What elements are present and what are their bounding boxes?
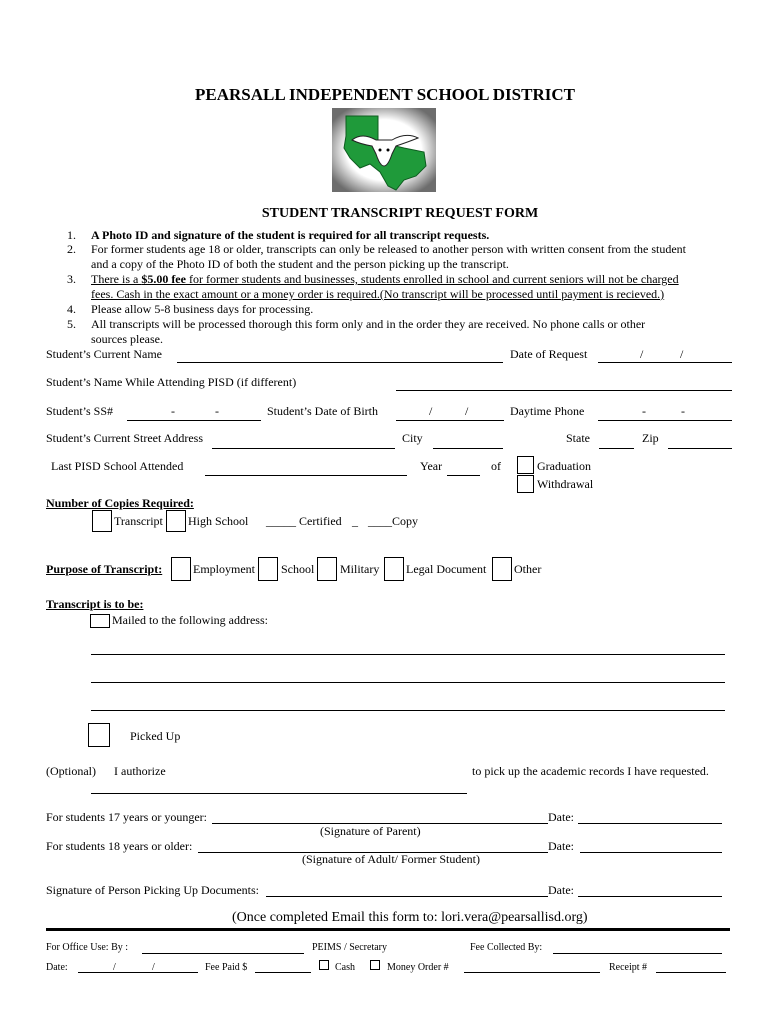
money-order-label: Money Order # xyxy=(387,962,449,973)
peims-label: PEIMS / Secretary xyxy=(312,942,387,953)
employment-checkbox[interactable] xyxy=(171,557,191,581)
other-label: Other xyxy=(514,562,542,576)
picked-up-checkbox[interactable] xyxy=(88,723,110,747)
rule-text: All transcripts will be processed thorough this form only and in the order they are received. No phone calls or other xyxy=(91,317,646,331)
phone-separator: - xyxy=(681,404,685,418)
street-label: Student’s Current Street Address xyxy=(46,431,203,445)
name-while-attending-label: Student’s Name While Attending PISD (if different) xyxy=(46,375,297,389)
under-17-label: For students 17 years or younger: xyxy=(46,810,207,824)
mailed-checkbox[interactable] xyxy=(90,614,110,628)
name-while-attending-field[interactable] xyxy=(396,390,732,391)
rule-text: A Photo ID and signature of the student is required for all transcript requests. xyxy=(91,228,490,242)
rule-number: 1. xyxy=(67,228,76,242)
year-field[interactable] xyxy=(447,475,480,476)
authorize-label: I authorize xyxy=(114,764,166,778)
military-checkbox[interactable] xyxy=(317,557,337,581)
dob-separator: / xyxy=(429,404,433,418)
fee-amount: $5.00 fee xyxy=(141,272,186,286)
daytime-phone-field[interactable] xyxy=(598,420,732,421)
texas-longhorn-logo-icon xyxy=(330,106,438,194)
ss-field[interactable] xyxy=(127,420,261,421)
rule-text-part: for former students and businesses, students enrolled in school and current seniors will not be charged xyxy=(185,272,679,286)
office-date-field[interactable] xyxy=(78,972,198,973)
date-label: Date: xyxy=(548,839,574,853)
city-label: City xyxy=(402,431,423,445)
office-use-label: For Office Use: By : xyxy=(46,942,129,953)
state-label: State xyxy=(566,431,590,445)
copies-separator: _ xyxy=(352,514,358,528)
receipt-field[interactable] xyxy=(656,972,726,973)
fee-collected-field[interactable] xyxy=(553,953,722,954)
certified-field[interactable]: _____ Certified xyxy=(266,514,342,528)
delivery-heading: Transcript is to be: xyxy=(46,597,144,611)
parent-date-field[interactable] xyxy=(578,823,722,824)
address-line-3[interactable] xyxy=(91,710,725,711)
city-field[interactable] xyxy=(433,448,503,449)
fee-paid-field[interactable] xyxy=(255,972,311,973)
year-label: Year xyxy=(420,459,443,473)
daytime-phone-label: Daytime Phone xyxy=(510,404,585,418)
copy-field[interactable]: ____Copy xyxy=(368,514,419,528)
address-line-2[interactable] xyxy=(91,682,725,683)
authorized-person-field[interactable] xyxy=(91,793,467,794)
date-of-request-label: Date of Request xyxy=(510,347,588,361)
rule-number: 5. xyxy=(67,317,76,331)
date-label: Date: xyxy=(548,810,574,824)
cash-label: Cash xyxy=(335,962,355,973)
fee-paid-label: Fee Paid $ xyxy=(205,962,248,973)
date-separator: / xyxy=(152,962,155,973)
picker-date-field[interactable] xyxy=(578,896,722,897)
rule-text: For former students age 18 or older, transcripts can only be released to another person with written consent from the student xyxy=(91,242,687,256)
money-order-checkbox[interactable] xyxy=(370,960,380,970)
last-school-field[interactable] xyxy=(205,475,407,476)
legal-document-checkbox[interactable] xyxy=(384,557,404,581)
ss-label: Student’s SS# xyxy=(46,404,114,418)
transcript-label: Transcript xyxy=(114,514,163,528)
dob-separator: / xyxy=(465,404,469,418)
over-18-label: For students 18 years or older: xyxy=(46,839,193,853)
dob-field[interactable] xyxy=(396,420,504,421)
copies-heading: Number of Copies Required: xyxy=(46,496,194,510)
ss-separator: - xyxy=(171,404,175,418)
adult-signature-caption: (Signature of Adult/ Former Student) xyxy=(302,852,480,866)
adult-date-field[interactable] xyxy=(580,852,722,853)
authorize-text: to pick up the academic records I have requested. xyxy=(472,764,709,778)
date-separator: / xyxy=(680,347,684,361)
rule-number: 3. xyxy=(67,272,76,286)
rule-text: and a copy of the Photo ID of both the student and the person picking up the transcript. xyxy=(91,257,509,271)
transcript-checkbox[interactable] xyxy=(92,510,112,532)
street-field[interactable] xyxy=(212,448,395,449)
graduation-label: Graduation xyxy=(537,459,591,473)
military-label: Military xyxy=(340,562,380,576)
current-name-label: Student’s Current Name xyxy=(46,347,162,361)
date-label: Date: xyxy=(548,883,574,897)
rule-text: fees. Cash in the exact amount or a money order is required.(No transcript will be processed until payment is recieved.) xyxy=(91,287,665,301)
zip-field[interactable] xyxy=(668,448,732,449)
rule-number: 4. xyxy=(67,302,76,316)
rule-text: Please allow 5-8 business days for processing. xyxy=(91,302,314,316)
rule-number: 2. xyxy=(67,242,76,256)
of-label: of xyxy=(491,459,501,473)
rule-text-part: There is a xyxy=(91,272,142,286)
high-school-label: High School xyxy=(188,514,249,528)
other-checkbox[interactable] xyxy=(492,557,512,581)
withdrawal-label: Withdrawal xyxy=(537,477,594,491)
date-separator: / xyxy=(113,962,116,973)
district-title: PEARSALL INDEPENDENT SCHOOL DISTRICT xyxy=(195,85,575,104)
picker-signature-field[interactable] xyxy=(266,896,548,897)
dob-label: Student’s Date of Birth xyxy=(267,404,378,418)
cash-checkbox[interactable] xyxy=(319,960,329,970)
date-of-request-field[interactable] xyxy=(598,362,732,363)
ss-separator: - xyxy=(215,404,219,418)
form-title: STUDENT TRANSCRIPT REQUEST FORM xyxy=(261,206,539,221)
last-school-label: Last PISD School Attended xyxy=(51,459,184,473)
picked-up-label: Picked Up xyxy=(130,729,181,743)
office-date-label: Date: xyxy=(46,962,68,973)
school-label: School xyxy=(281,562,315,576)
employment-label: Employment xyxy=(193,562,255,576)
email-instruction: (Once completed Email this form to: lori.vera@pearsallisd.org) xyxy=(232,910,588,925)
fee-collected-label: Fee Collected By: xyxy=(470,942,543,953)
graduation-checkbox[interactable] xyxy=(517,456,534,474)
rule-text: sources please. xyxy=(91,332,163,346)
parent-signature-caption: (Signature of Parent) xyxy=(320,824,421,838)
address-line-1[interactable] xyxy=(91,654,725,655)
office-by-field[interactable] xyxy=(142,953,304,954)
divider xyxy=(46,928,730,931)
phone-separator: - xyxy=(642,404,646,418)
receipt-label: Receipt # xyxy=(609,962,648,973)
optional-label: (Optional) xyxy=(46,764,96,778)
purpose-heading: Purpose of Transcript: xyxy=(46,562,163,576)
rule-text xyxy=(91,272,679,286)
withdrawal-checkbox[interactable] xyxy=(517,475,534,493)
current-name-field[interactable] xyxy=(177,362,503,363)
school-checkbox[interactable] xyxy=(258,557,278,581)
state-field[interactable] xyxy=(599,448,634,449)
picker-signature-label: Signature of Person Picking Up Documents: xyxy=(46,883,259,897)
mailed-label: Mailed to the following address: xyxy=(112,613,268,627)
money-order-field[interactable] xyxy=(464,972,600,973)
zip-label: Zip xyxy=(642,431,659,445)
legal-document-label: Legal Document xyxy=(406,562,487,576)
date-separator: / xyxy=(640,347,644,361)
high-school-checkbox[interactable] xyxy=(166,510,186,532)
